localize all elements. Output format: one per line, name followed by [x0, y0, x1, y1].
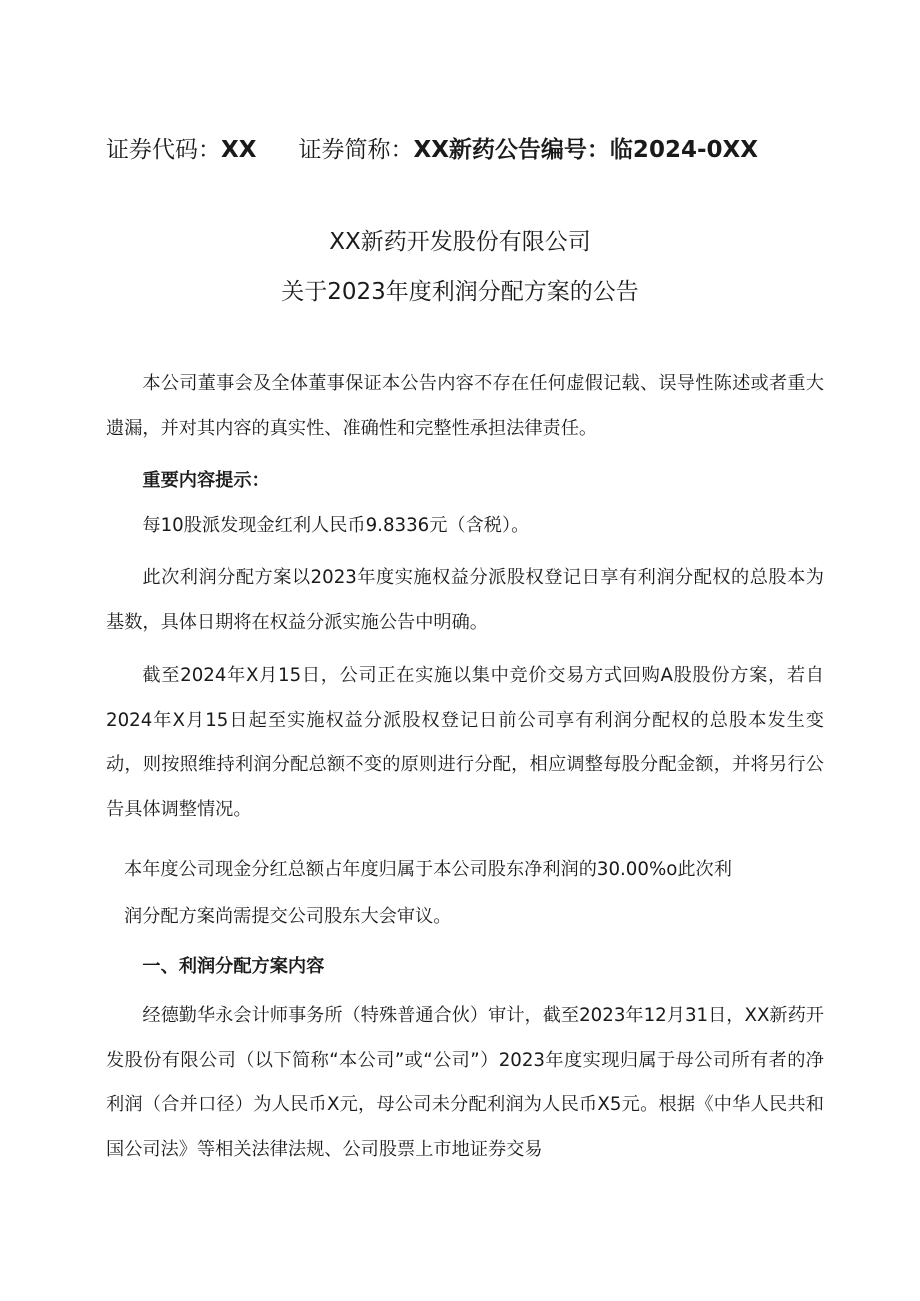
company-title: XX新药开发股份有限公司	[329, 229, 591, 255]
section-1-text: 经德勤华永会计师事务所（特殊普通合伙）审计，截至2023年12月31日，XX新药开发股份有限公司（以下简称“本公司”或“公司”）2023年度实现归属于母公司所有者的净利润（合并口径）为人民币X元，母公司未分配利润为人民币X5元。根据《中华人民共和国公司法》等相关法律法规、公司股票上市地证券交易	[106, 1005, 824, 1160]
payout-ratio-line-1: 本年度公司现金分红总额占年度归属于本公司股东净利润的30.00%o此次利	[124, 859, 732, 880]
distribution-basis: 此次利润分配方案以2023年度实施权益分派股权登记日享有利润分配权的总股本为基数，具体日期将在权益分派实施公告中明确。	[106, 567, 824, 633]
share-buyback-note: 截至2024年X月15日，公司正在实施以集中竞价交易方式回购A股股份方案，若自2024年X月15日起至实施权益分派股权登记日前公司享有利润分配权的总股本发生变动，则按照维持利润分配总额不变的原则进行分配，相应调整每股分配金额，并将另行公告具体调整情况。	[106, 665, 824, 820]
security-code-value: XX	[221, 137, 257, 163]
dividend-per-share: 每10股派发现金红利人民币9.8336元（含税）。	[142, 515, 530, 536]
security-name-label: 证券简称：	[298, 137, 414, 163]
section-1-heading: 一、利润分配方案内容	[142, 956, 325, 977]
payout-ratio-line-2: 润分配方案尚需提交公司股东大会审议。	[124, 906, 452, 927]
announcement-header	[106, 132, 758, 168]
announcement-title: 关于2023年度利润分配方案的公告	[281, 279, 639, 305]
board-statement: 本公司董事会及全体董事保证本公告内容不存在任何虚假记载、误导性陈述或者重大遗漏，并对其内容的真实性、准确性和完整性承担法律责任。	[106, 373, 824, 439]
security-code-label: 证券代码：	[106, 137, 221, 163]
security-name-and-number: XX新药公告编号：临2024-0XX	[413, 137, 758, 163]
key-points-heading: 重要内容提示：	[142, 470, 270, 491]
